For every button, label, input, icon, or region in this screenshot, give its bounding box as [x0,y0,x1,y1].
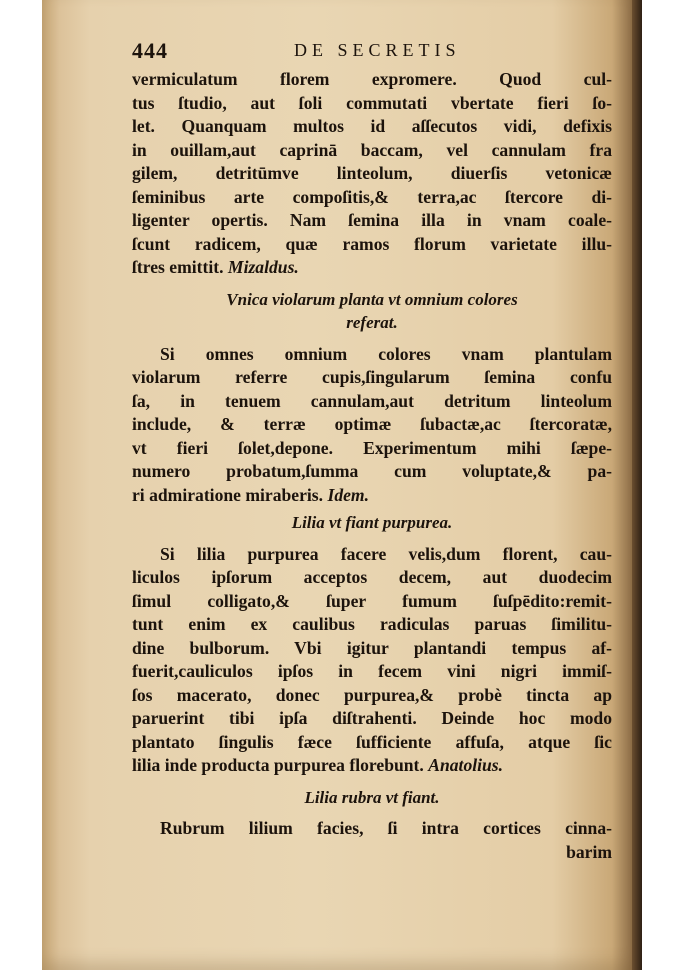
text-line: plantato ſingulis fæce ſufficiente affuſa, atque ſic [132,731,612,752]
paragraph [132,543,612,778]
text-line: Rubrum lilium facies, ſi intra cortices cinna- [160,818,612,838]
text-line: ſeminibus arte compoſitis,& terra,ac ſtercore di- [132,186,612,207]
section-heading: referat. [346,313,398,332]
page-number: 444 [132,38,168,63]
text-line: violarum referre cupis,ſingularum ſemina confu [132,367,612,387]
text-line-content: ſtres emittit. [132,257,224,277]
paragraph [132,817,612,864]
text-line: vt fieri ſolet,depone. Experimentum mihi ſæpe- [132,437,612,458]
text-line: Si omnes omnium colores vnam plantulam [160,343,612,364]
author-attribution: Mizaldus. [227,257,299,277]
author-attribution: Anatolius. [428,755,504,775]
page-text [132,68,612,864]
text-line: dine bulborum. Vbi igitur plantandi tempus af- [132,637,612,658]
text-line-content: lilia inde producta purpurea florebunt. [132,755,424,775]
section-heading: Lilia rubra vt fiant. [304,787,440,807]
text-line: include, & terræ optimæ ſubactæ,ac ſtercoratæ, [132,414,612,434]
text-line: vermiculatum florem expromere. Quod cul- [132,69,612,89]
text-line: fuerit,cauliculos ipſos in fecem vini nigri immiſ- [132,661,612,681]
text-line: ligenter opertis. Nam ſemina illa in vnam coale- [132,210,612,230]
author-attribution: Idem. [327,484,370,505]
running-title: DE SECRETIS [294,40,461,60]
text-line: tunt enim ex caulibus radiculas paruas ſimilitu- [132,614,612,634]
text-line: ſa, in tenuem cannulam,aut detritum linteolum [132,390,612,411]
text-line: in ouillam,aut caprinā baccam, vel cannulam fra [132,139,612,160]
text-line: Si lilia purpurea facere velis,dum florent, cau- [160,543,612,564]
catchword: barim [566,841,612,862]
page-gutter-shadow [632,0,642,970]
section-heading: Lilia vt fiant purpurea. [291,513,453,532]
paragraph [132,343,612,508]
section-heading: Vnica violarum planta vt omnium colores [226,289,518,309]
paragraph [132,68,612,280]
text-line: let. Quanquam multos id aſſecutos vidi, defixis [132,116,612,136]
text-line-content: ri admiratione miraberis. [132,484,324,505]
running-head [132,38,512,68]
text-line: gilem, detritūmve linteolum, diuerſis vetonicæ [132,163,612,183]
text-line: liculos ipſorum acceptos decem, aut duodecim [132,567,612,587]
text-line [132,754,612,778]
text-line: numero probatum,ſumma cum voluptate,& pa- [132,461,612,481]
text-line: ſcunt radicem, quæ ramos florum varietate illu- [132,233,612,254]
text-line [132,256,612,280]
text-line: paruerint tibi ipſa diſtrahenti. Deinde hoc modo [132,708,612,728]
text-line: ſos macerato, donec purpurea,& probè tincta ap [132,684,612,705]
text-line: tus ſtudio, aut ſoli commutati vbertate fieri ſo- [132,92,612,113]
text-line: ſimul colligato,& ſuper fumum ſuſpēdito:remit- [132,590,612,611]
text-line [132,484,612,508]
